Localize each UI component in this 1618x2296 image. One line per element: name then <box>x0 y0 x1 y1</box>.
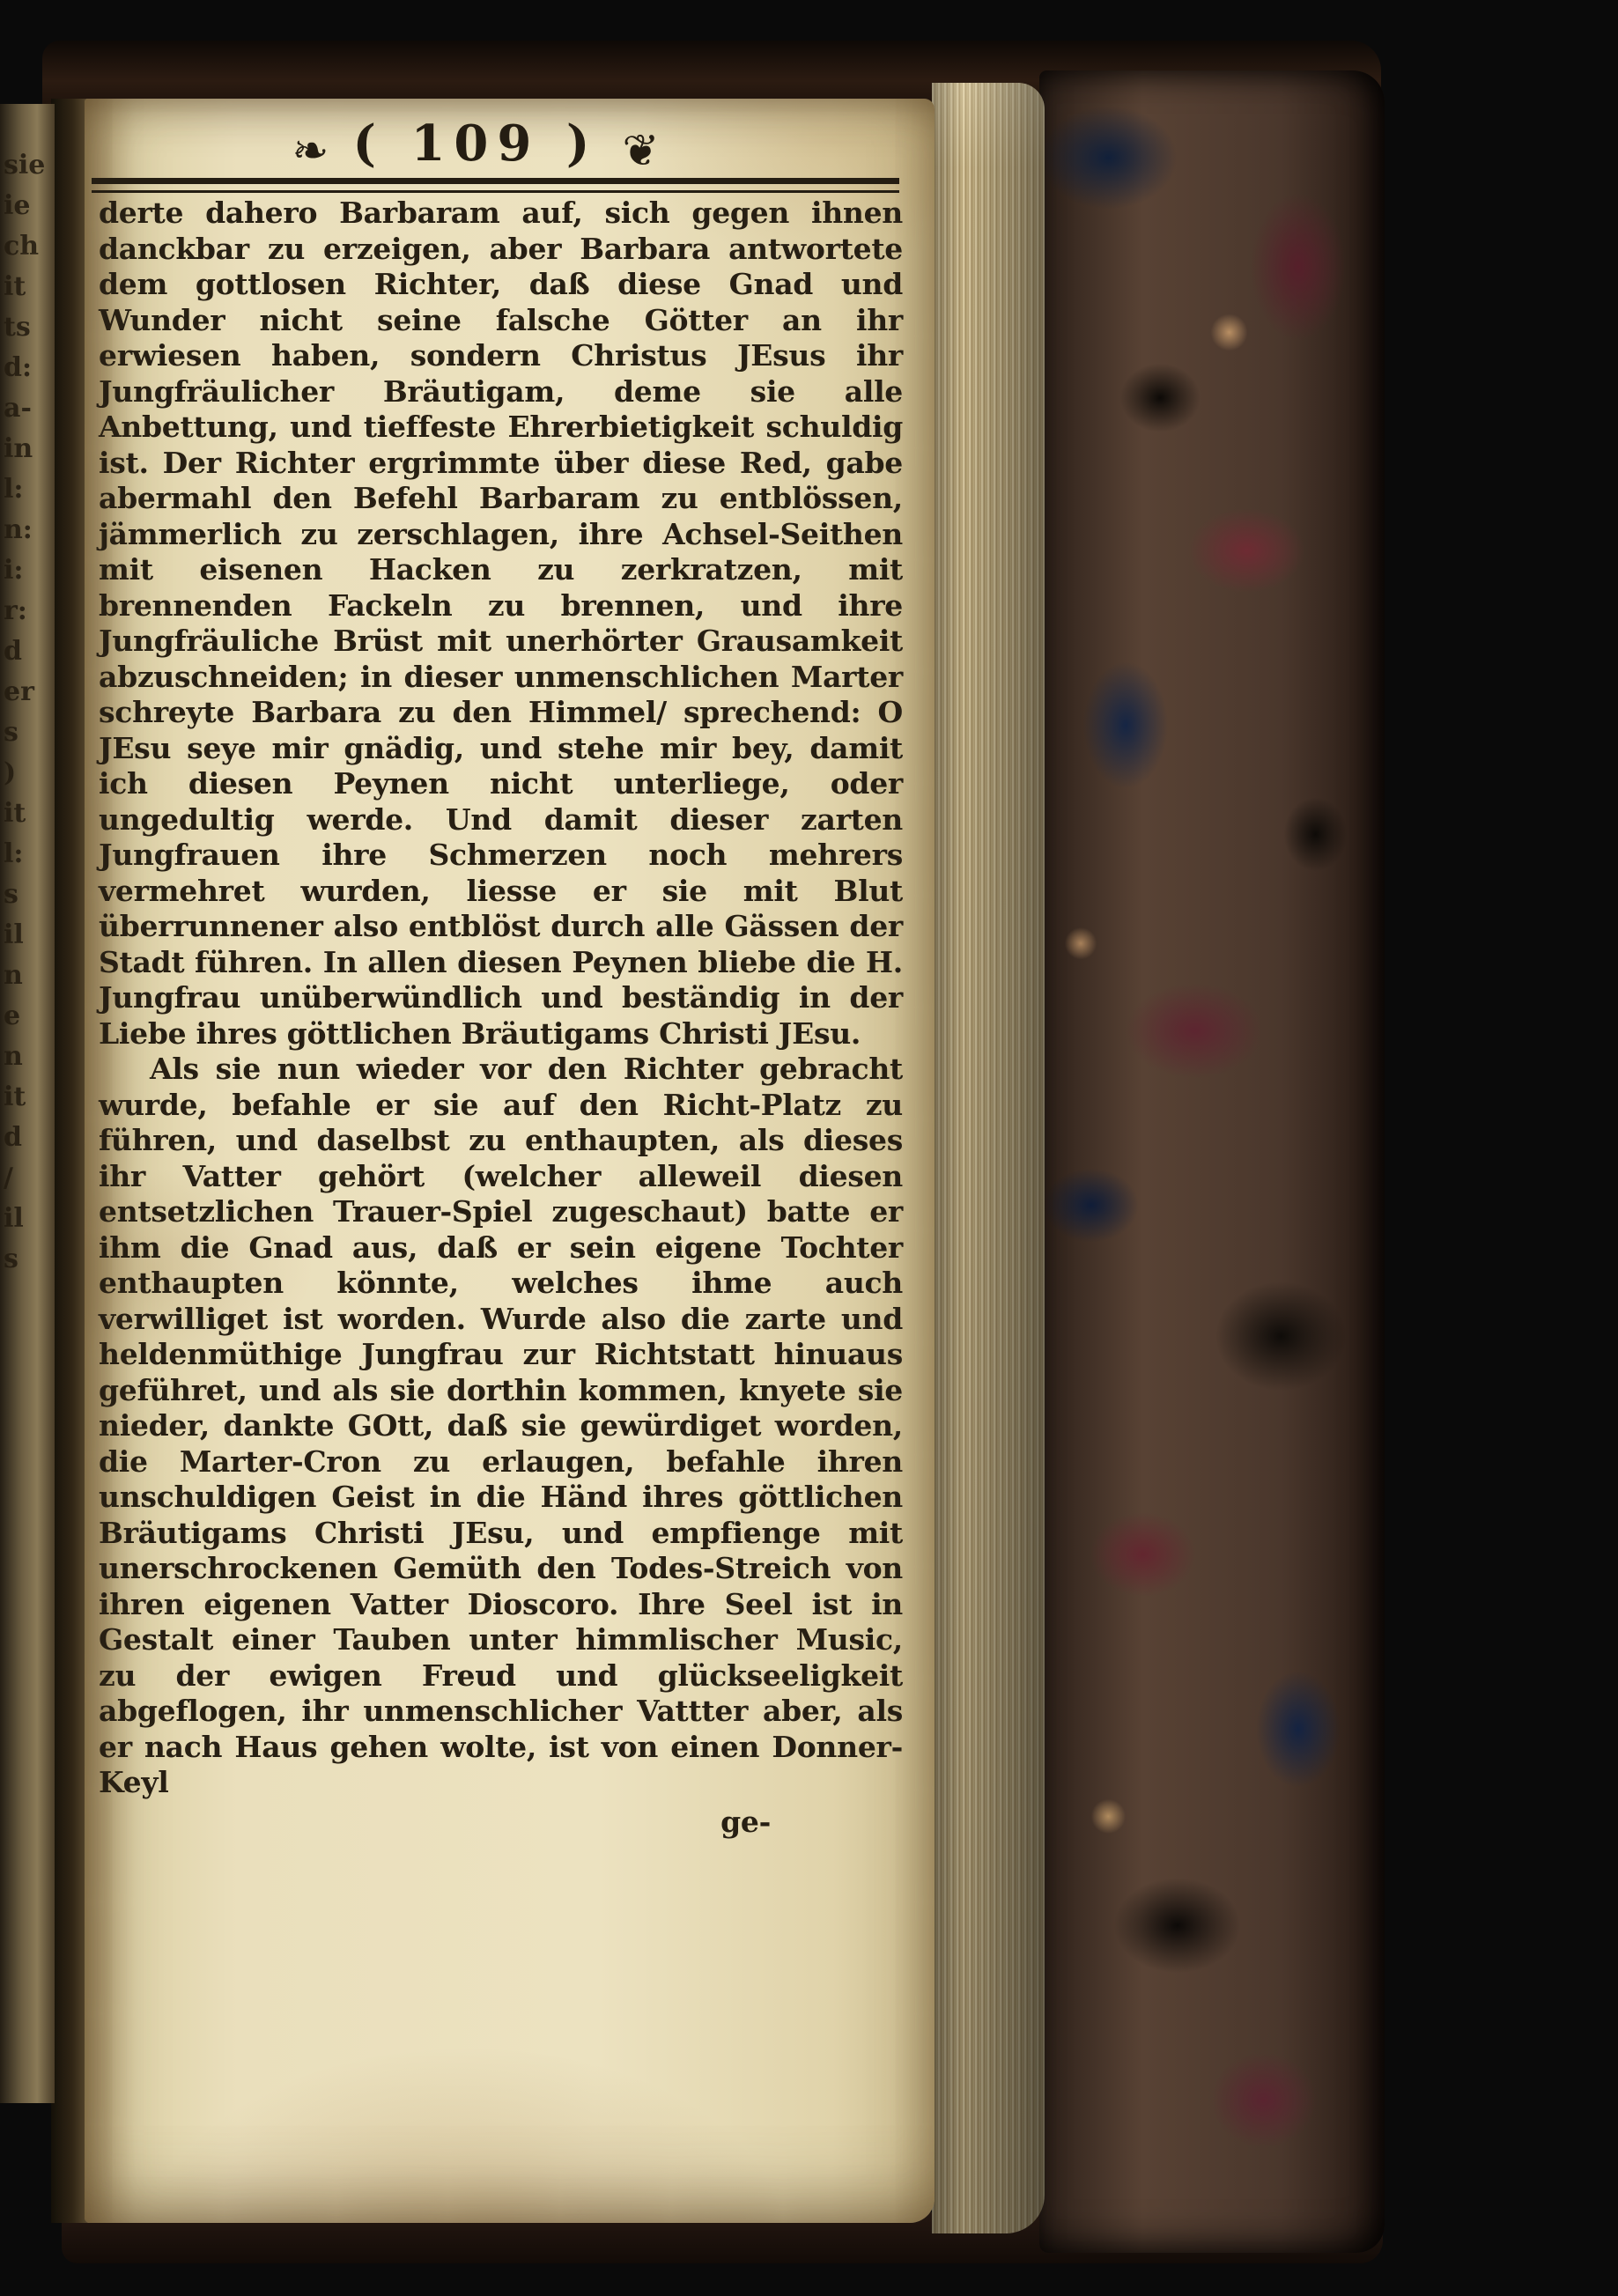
page-fragment: it <box>4 1082 26 1112</box>
page-fragment: n <box>4 1041 23 1072</box>
page-block-fore-edge <box>932 83 1045 2233</box>
facing-page-edge <box>0 104 55 2103</box>
page-fragment: d: <box>4 352 33 383</box>
page-fragment: il <box>4 1203 24 1234</box>
fleuron-left-icon: ❧ <box>292 125 329 176</box>
page-fragment: e <box>4 1000 21 1031</box>
page-fragment: er <box>4 676 34 707</box>
page-fragment: / <box>4 1163 13 1193</box>
page-fragment: ie <box>4 190 31 221</box>
page-fragment: l: <box>4 838 24 869</box>
paragraph-continuation: derte dahero Barbaram auf, sich gegen ihnen danckbar zu erzeigen, aber Barbara antwortete dem gottlosen Richter, daß diese Gnad und Wunder nicht seine falsche Götter an ihr erwiesen haben, sondern Christus JEsus ihr Jungfräulicher Bräutigam, deme sie alle Anbettung, und tieffeste Ehrerbietigkeit schuldig ist. Der Richter ergrimmte über diese Red, gabe abermahl den Befehl Barbaram zu entblössen, jämmerlich zu zerschlagen, ihre Achsel-Seithen mit eisenen Hacken zu zerkratzen, mit brennenden Fackeln zu brennen, und ihre Jungfräuliche Brüst mit unerhörter Grausamkeit abzuschneiden; in dieser unmenschlichen Marter schreyte Barbara zu den Himmel/ sprechend: O JEsu seye mir gnädig, und stehe mir bey, damit ich diesen Peynen nicht unterliege, oder ungedultig werde. Und damit dieser zarten Jungfrauen ihre Schmerzen noch mehrers vermehret wurden, liesse er sie mit Blut überrunnener also entblöst durch alle Gässen der Stadt führen. In allen diesen Peynen bliebe die H. Jungfrau unüberwündlich und beständig in der Liebe ihres göttlichen Bräutigams Christi JEsu. <box>99 196 903 1051</box>
paragraph-second: Als sie nun wieder vor den Richter gebracht wurde, befahle er sie auf den Richt-Platz zu führen, und daselbst zu enthaupten, als dieses ihr Vatter gehört (welcher alleweil diesen entsetzlichen Trauer-Spiel zugeschaut) batte er ihm die Gnad aus, daß er sein eigene Tochter enthaupten könnte, welches ihme auch verwilliget ist worden. Wurde also die zarte und heldenmüthige Jungfrau zur Richtstatt hinuaus geführet, und als sie dorthin kommen, knyete sie nieder, dankte GOtt, daß sie gewürdiget worden, die Marter-Cron zu erlaugen, befahle ihren unschuldigen Geist in die Händ ihres göttlichen Bräutigams Christi JEsu, und empfienge mit unerschrockenen Gemüth den Todes-Streich von ihren eigenen Vatter Dioscoro. Ihre Seel ist in Gestalt einer Tauben unter himmlischer Music, zu der ewigen Freud und glückseeligkeit abgeflogen, ihr unmenschlicher Vattter aber, als er nach Haus gehen wolte, ist von einen Donner-Keyl <box>99 1052 903 1799</box>
page-fragment: l: <box>4 474 24 505</box>
page-fragment: sie <box>4 150 46 181</box>
page-fragment: in <box>4 433 33 464</box>
page-fragment: s <box>4 1244 18 1274</box>
page-fragment: ) <box>4 757 17 788</box>
page-fragment: it <box>4 271 26 302</box>
page-fragment: r: <box>4 595 27 626</box>
page-fragment: d <box>4 636 22 667</box>
page-fragment: a- <box>4 393 32 424</box>
page-fragment: n: <box>4 514 33 545</box>
page-fragment: s <box>4 879 18 910</box>
page-fragment: ts <box>4 312 31 343</box>
catchword: ge- <box>720 1804 771 1839</box>
page-fragment: s <box>4 717 18 748</box>
page-number: ( 109 ) <box>352 114 599 173</box>
page-fragment: ch <box>4 231 40 262</box>
page-fragment: it <box>4 798 26 829</box>
header-double-rule <box>92 178 899 193</box>
page-fragment: d <box>4 1122 22 1153</box>
page-fragment: i: <box>4 555 24 586</box>
book-page <box>85 99 935 2223</box>
body-text <box>99 196 903 1840</box>
marbled-cover-board <box>1039 70 1385 2253</box>
page-header <box>85 114 867 176</box>
page-fragment: n <box>4 960 23 991</box>
page-fragment: il <box>4 919 24 950</box>
fleuron-right-icon: ❦ <box>622 125 660 176</box>
